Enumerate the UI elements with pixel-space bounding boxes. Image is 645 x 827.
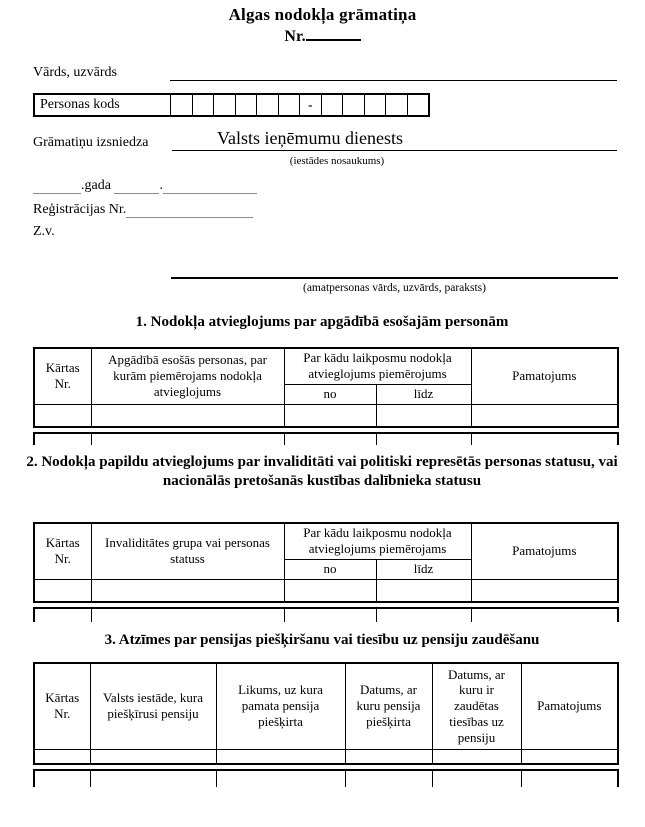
section-2-heading: 2. Nodokļa papildu atvieglojums par invaliditāti vai politiski represētās personas statusu, vai nacionālās pretošanās kustības dalībnieka statusu [26, 454, 618, 489]
issued-by-hint: (iestādes nosaukums) [289, 155, 385, 167]
empty-cell[interactable] [34, 579, 91, 602]
col-header-kartas-nr: Kārtas Nr. [34, 348, 91, 404]
section-3-heading: 3. Atzīmes par pensijas piešķiršanu vai tiesību uz pensiju zaudēšanu [104, 632, 540, 648]
personal-code-digit-cell[interactable] [192, 95, 214, 115]
empty-cell[interactable] [91, 608, 284, 622]
col-header-status: Invaliditātes grupa vai personas statuss [91, 523, 284, 579]
personal-code-box [33, 93, 430, 117]
seal-label: Z.v. [33, 224, 55, 239]
col-header-no: no [284, 559, 376, 579]
col-header-likums: Likums, uz kura pamata pensija piešķirta [216, 663, 345, 749]
personal-code-cells [170, 95, 428, 115]
dot-label: . [159, 178, 163, 193]
personal-code-digit-cell[interactable] [256, 95, 278, 115]
personal-code-digit-cell[interactable] [235, 95, 257, 115]
table-row [34, 770, 618, 787]
col-header-kartas-nr: Kārtas Nr. [34, 663, 90, 749]
personal-code-digit-cell[interactable] [321, 95, 343, 115]
empty-cell[interactable] [521, 749, 618, 764]
section-3-table [33, 662, 619, 765]
registration-blank-field[interactable] [126, 202, 253, 218]
empty-cell[interactable] [471, 404, 618, 427]
section-1-heading: 1. Nodokļa atvieglojums par apgādībā esošajām personām [135, 314, 509, 330]
empty-cell[interactable] [345, 749, 432, 764]
section-2-table-wrap [33, 522, 619, 622]
col-header-kartas-nr: Kārtas Nr. [34, 523, 91, 579]
empty-cell[interactable] [90, 770, 216, 787]
empty-cell[interactable] [216, 749, 345, 764]
document-number-row [0, 27, 645, 46]
empty-cell[interactable] [432, 749, 521, 764]
empty-cell[interactable] [284, 608, 376, 622]
table-row [34, 749, 618, 764]
empty-cell[interactable] [216, 770, 345, 787]
table-row [34, 579, 618, 602]
section-3-table-wrap [33, 662, 619, 787]
empty-cell[interactable] [471, 608, 618, 622]
section-3-table-continued [33, 769, 619, 787]
empty-cell[interactable] [34, 433, 91, 445]
personal-code-digit-cell[interactable] [407, 95, 429, 115]
personal-code-digit-cell[interactable] [170, 95, 192, 115]
table-row [34, 608, 618, 622]
col-header-no: no [284, 384, 376, 404]
signature-hint: (amatpersonas vārds, uzvārds, paraksts) [303, 282, 486, 294]
issued-by-label: Grāmatiņu izsniedza [33, 135, 149, 150]
empty-cell[interactable] [91, 433, 284, 445]
empty-cell[interactable] [521, 770, 618, 787]
empty-cell[interactable] [345, 770, 432, 787]
date-row [33, 176, 257, 194]
empty-cell[interactable] [471, 433, 618, 445]
personal-code-digit-cell[interactable] [213, 95, 235, 115]
empty-cell[interactable] [284, 579, 376, 602]
number-label: Nr. [284, 28, 306, 45]
name-label: Vārds, uzvārds [33, 65, 117, 80]
section-1-table-continued [33, 432, 619, 445]
section-2-table-continued [33, 607, 619, 622]
personal-code-separator-cell: - [299, 95, 321, 115]
year-blank-field[interactable] [33, 178, 81, 194]
empty-cell[interactable] [376, 579, 471, 602]
registration-row [33, 200, 253, 218]
empty-cell[interactable] [90, 749, 216, 764]
empty-cell[interactable] [34, 749, 90, 764]
col-header-datums-pieskirta: Datums, ar kuru pensija piešķirta [345, 663, 432, 749]
col-header-datums-zaudetas: Datums, ar kuru ir zaudētas tiesības uz pensiju [432, 663, 521, 749]
issued-by-field[interactable]: Valsts ieņēmumu dienests [172, 128, 617, 151]
table-row [34, 404, 618, 427]
col-header-lidz: līdz [376, 559, 471, 579]
name-blank-field[interactable] [170, 64, 617, 81]
section-1-table-wrap [33, 347, 619, 445]
empty-cell[interactable] [376, 608, 471, 622]
empty-cell[interactable] [432, 770, 521, 787]
col-header-iestade: Valsts iestāde, kura piešķīrusi pensiju [90, 663, 216, 749]
col-header-pamatojums: Pamatojums [471, 348, 618, 404]
personal-code-digit-cell[interactable] [278, 95, 300, 115]
personal-code-digit-cell[interactable] [385, 95, 407, 115]
empty-cell[interactable] [376, 433, 471, 445]
empty-cell[interactable] [91, 404, 284, 427]
day-blank-field[interactable] [114, 178, 159, 194]
empty-cell[interactable] [91, 579, 284, 602]
signature-blank-field[interactable] [171, 264, 618, 279]
empty-cell[interactable] [34, 770, 90, 787]
section-2-table [33, 522, 619, 603]
table-row [34, 433, 618, 445]
col-header-period: Par kādu laikposmu nodokļa atvieglojums piemērojums [284, 348, 471, 384]
col-header-pamatojums: Pamatojums [521, 663, 618, 749]
personal-code-label: Personas kods [40, 97, 120, 112]
empty-cell[interactable] [34, 608, 91, 622]
gada-label: .gada [81, 178, 111, 193]
month-blank-field[interactable] [163, 178, 257, 194]
personal-code-digit-cell[interactable] [364, 95, 386, 115]
empty-cell[interactable] [376, 404, 471, 427]
empty-cell[interactable] [34, 404, 91, 427]
empty-cell[interactable] [284, 433, 376, 445]
issued-by-row [33, 130, 617, 151]
registration-label: Reģistrācijas Nr. [33, 202, 127, 217]
col-header-dependents: Apgādībā esošās personas, par kurām piemērojams nodokļa atvieglojums [91, 348, 284, 404]
empty-cell[interactable] [471, 579, 618, 602]
number-blank-field[interactable] [306, 27, 361, 41]
empty-cell[interactable] [284, 404, 376, 427]
section-1-table [33, 347, 619, 428]
page-title: Algas nodokļa grāmatiņa [228, 5, 417, 24]
col-header-period: Par kādu laikposmu nodokļa atvieglojums piemērojams [284, 523, 471, 559]
col-header-pamatojums: Pamatojums [471, 523, 618, 579]
personal-code-digit-cell[interactable] [342, 95, 364, 115]
name-row [33, 63, 617, 81]
col-header-lidz: līdz [376, 384, 471, 404]
